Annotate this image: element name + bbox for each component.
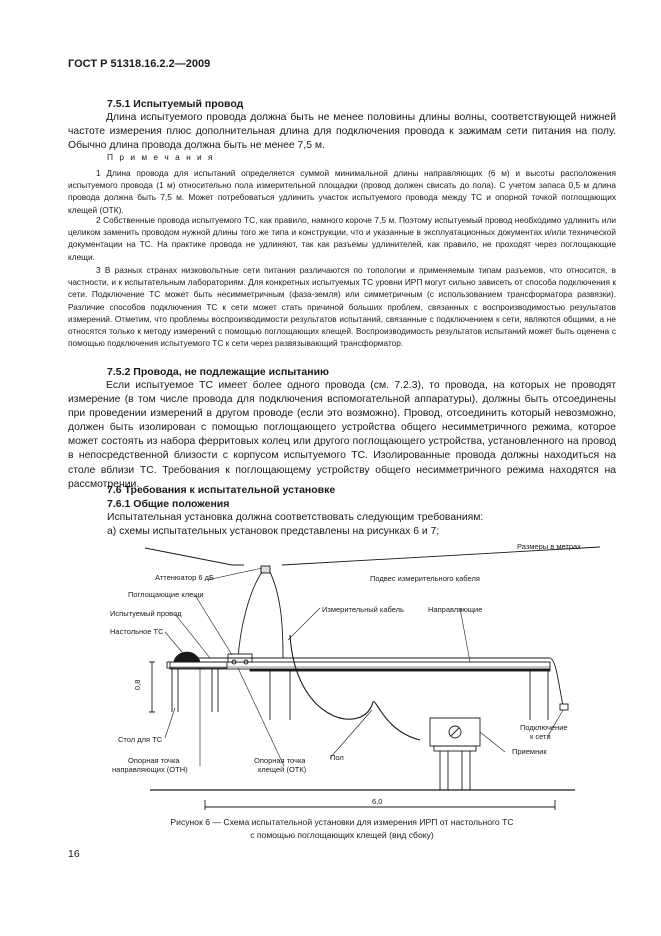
label-wire: Испытуемый провод <box>110 609 182 618</box>
label-receiver: Приемник <box>512 747 547 756</box>
table-ts-device <box>174 652 200 662</box>
receiver-stand-top <box>434 746 476 751</box>
section-7-6-1-heading: 7.6.1 Общие положения <box>107 498 230 510</box>
leader-wire <box>175 614 210 658</box>
section-7-5-1-text: Длина испытуемого провода должна быть не менее половины длины волны, соответствующей нижней частоте измерения плюс дополнительная длина для подключения провода к зажимам сети питания на полу. Обычно длина провода должна быть не менее 7,5 м. <box>68 112 616 152</box>
measuring-cable-loop <box>290 635 420 740</box>
measuring-cable-left <box>238 572 262 660</box>
label-floor: Пол <box>330 753 344 762</box>
leader-receiver <box>480 732 505 752</box>
section-7-6-heading: 7.6 Требования к испытательной установке <box>107 484 336 496</box>
figure-caption-line-1: Рисунок 6 — Схема испытательной установки для измерения ИРП от настольного ТС <box>170 817 514 827</box>
label-ref-guides-1: Опорная точка <box>128 756 180 765</box>
note-1: 1 Длина провода для испытаний определяется суммой минимальной длины направляющих (6 м) и высоты расположения испытуемого провода (1 м) относительно пола измерительной площадки (провод должен свисать до пола). С учетом запаса 0,5 м длина провода должна быть 7,5 м. Может потребоваться удлинить участок испытуемого провода между ТС и опорной точкой поглощающих клещей (ОТК). <box>68 168 616 215</box>
document-header: ГОСТ Р 51318.16.2.2—2009 <box>68 58 211 70</box>
label-cable-support: Подвес измерительного кабеля <box>370 574 480 583</box>
section-7-5-1-heading: 7.5.1 Испытуемый провод <box>107 98 244 110</box>
leader-guides <box>460 608 470 662</box>
label-meas-cable: Измерительный кабель <box>322 605 404 614</box>
label-ref-clamp-2: клещей (ОТК) <box>258 765 307 774</box>
note-2: 2 Собственные провода испытуемого ТС, как правило, намного короче 7,5 м. Поэтому испытуемый провод необходимо удлинить или целиком заменить проводом нужной длины того же типа и конструкции, что и указанные в эксплуатационных документах и/или технической документации на ТС. На практике провода не удлиняют, так как разъемы удлинителей, как правило, не проходят через поглощающие клещи. <box>68 215 616 262</box>
page-number: 16 <box>68 848 80 860</box>
label-length: 6,0 <box>372 797 383 806</box>
figure-caption-line-2: с помощью поглощающих клещей (вид сбоку) <box>250 829 434 840</box>
leader-ref-clamp <box>238 668 284 766</box>
cable-support-line-left <box>145 548 244 565</box>
leader-attenuator <box>207 568 262 580</box>
label-table-ts: Настольное ТС <box>110 627 164 636</box>
leader-table <box>165 708 175 738</box>
ts-table-legs <box>172 668 218 712</box>
section-7-5-2-text: Если испытуемое ТС имеет более одного провода (см. 7.2.3), то провода, на которых не проводят измерение (в том числе провода для подключения вспомогательной аппаратуры), должны быть отсоединены при проведении измерений в другом проводе (если это возможно). Провод, отсоединить который невозможно, должен быть изолирован с помощью поглощающего устройства общего несимметричного режима, которое может состоять из набора ферритовых колец или другого поглощающего устройства, установленного на провод в непосредственной близости с корпусом испытуемого ТС. Изолированные провода должны находиться на столе вблизи ТС. Требования к поглощающему устройству общего несимметричного режима находятся на рассмотрении. <box>68 380 616 490</box>
section-7-6-1-line1: Испытательная установка должна соответствовать следующим требованиям: <box>107 512 484 523</box>
note-3: 3 В разных странах низковольтные сети питания различаются по топологии и применяемым типам разъемов, что относится, в частности, и к испытательным лабораториям. Для конкретных испытуемых ТС уровни ИРП могут сильно зависеть от способа подключения к сети. Подключение ТС может быть несимметричным (фаза-земля) или симметричным (с использованием трансформатора развязки). Различие способов подключения ТС к сети может стать причиной больших проблем, связанных с воспроизводимостью результатов измерений. Отметим, что проблемы воспроизводимости результатов испытаний, связанные с подключением к сети, являются общими, а не относятся только к методу измерений с помощью поглощающих клещей. Воспроизводимость результатов испытаний может быть оценена с помощью подключения испытуемого ТС к сети через развязывающий трансформатор. <box>68 265 616 349</box>
section-7-6-1-line2: а) схемы испытательных установок представлены на рисунках 6 и 7; <box>107 526 440 537</box>
label-mains-1: Подключение <box>520 723 568 732</box>
section-7-5-2-heading: 7.5.2 Провода, не подлежащие испытанию <box>107 366 330 378</box>
attenuator-block <box>261 566 270 573</box>
label-guides: Направляющие <box>428 605 483 614</box>
figure-caption <box>68 816 616 841</box>
receiver-stand-legs <box>440 751 470 790</box>
label-attenuator: Аттенюатор 6 дБ <box>155 573 214 582</box>
label-clamp: Поглощающие клещи <box>128 590 204 599</box>
label-height: 0,8 <box>133 679 142 690</box>
label-mains-2: к сети <box>530 732 551 741</box>
guides-frame-top <box>250 669 550 671</box>
label-sizes: Размеры в метрах <box>517 542 581 551</box>
measuring-cable-drop <box>270 572 283 658</box>
notes-title: П р и м е ч а н и я <box>107 152 215 162</box>
label-ref-clamp-1: Опорная точка <box>254 756 306 765</box>
leader-meas-cable <box>288 608 320 640</box>
guides-frame-legs <box>270 671 548 720</box>
mains-connection-box <box>560 704 568 710</box>
label-table: Стол для ТС <box>118 735 163 744</box>
leader-table-ts <box>165 632 182 652</box>
label-ref-guides-2: направляющих (ОТН) <box>112 765 188 774</box>
